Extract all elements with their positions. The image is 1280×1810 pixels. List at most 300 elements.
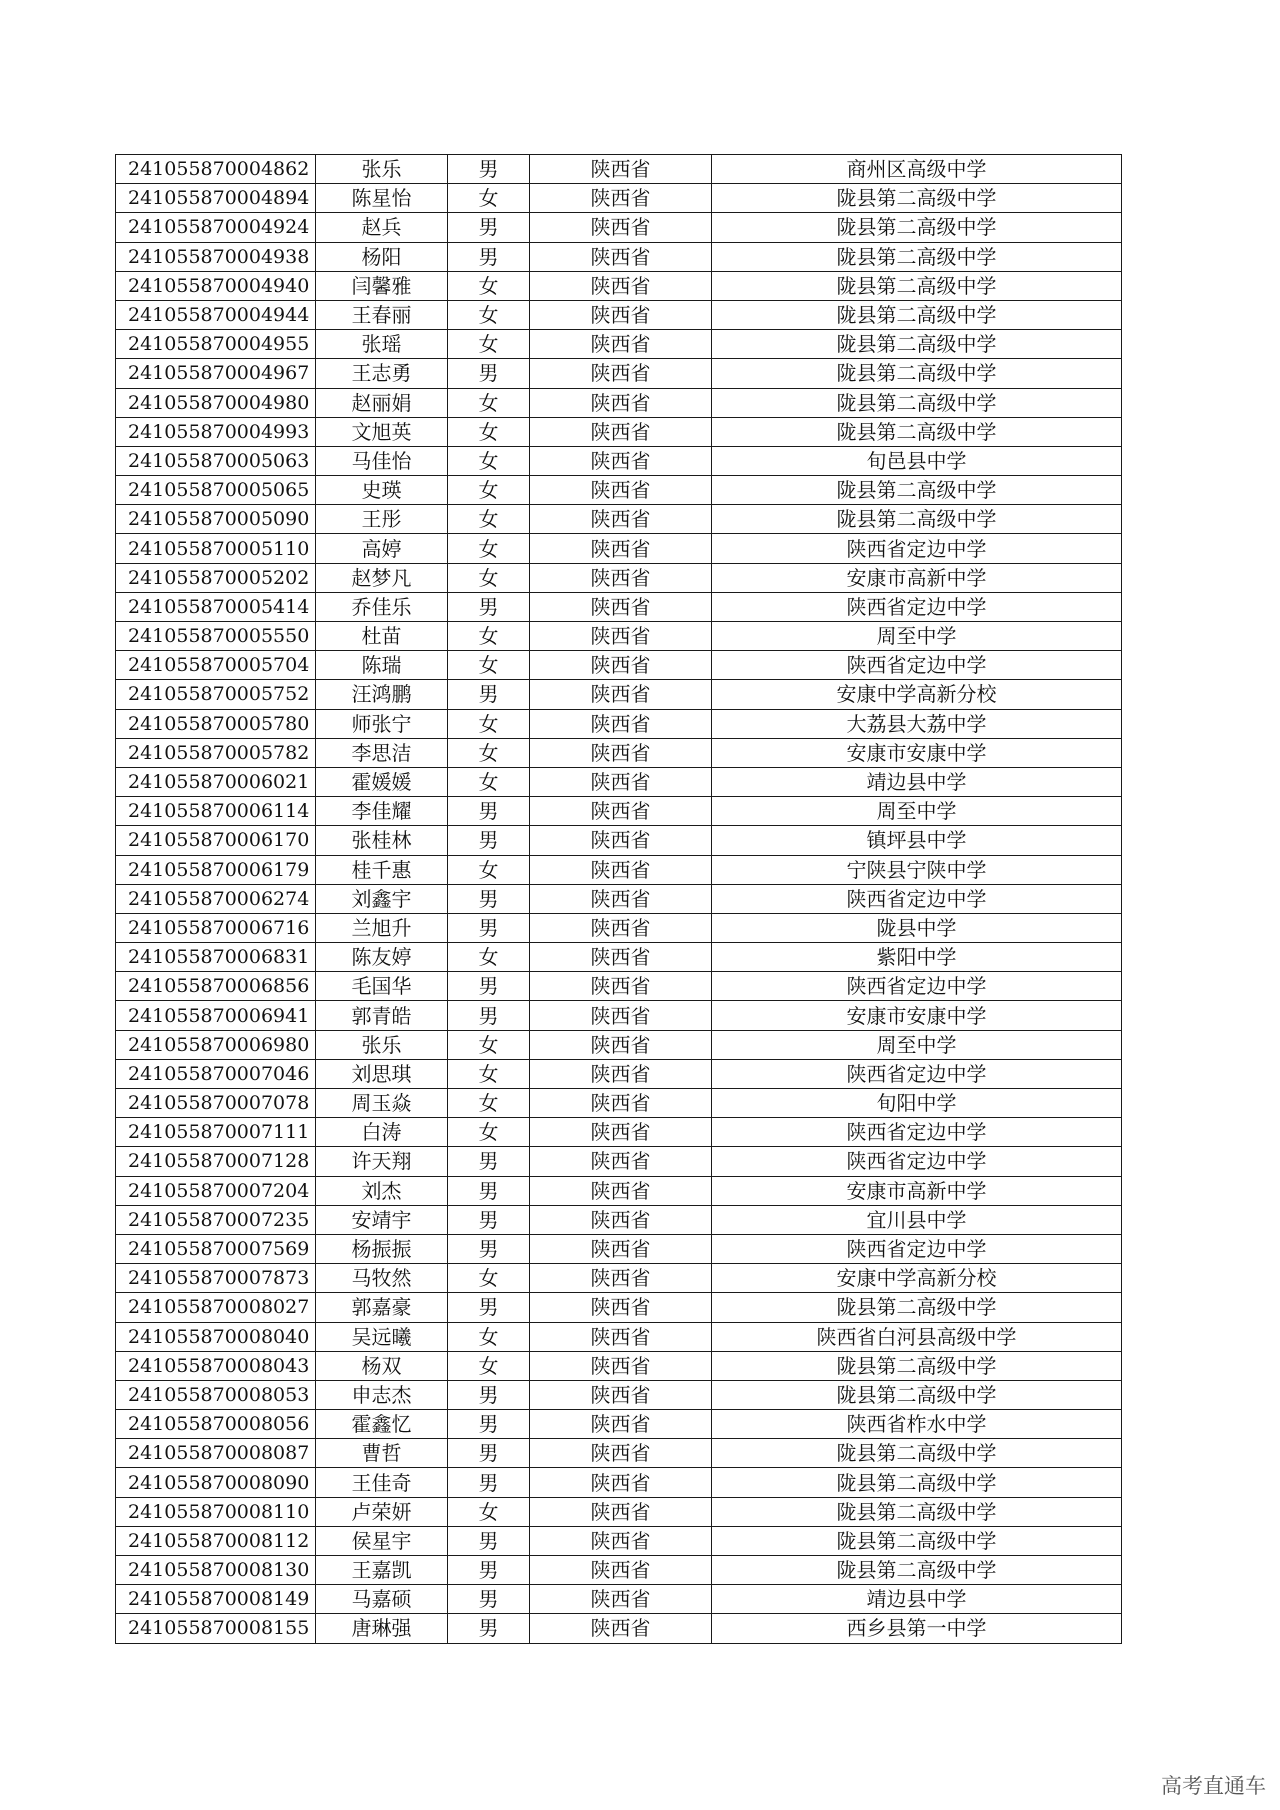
province-cell: 陕西省 [530,1614,712,1643]
province-cell: 陕西省 [530,709,712,738]
exam-id-cell: 241055870006274 [116,884,316,913]
province-cell: 陕西省 [530,184,712,213]
gender-cell: 女 [448,1497,530,1526]
province-cell: 陕西省 [530,155,712,184]
table-row [116,1118,1122,1147]
exam-id-cell: 241055870007046 [116,1059,316,1088]
school-cell: 旬邑县中学 [712,446,1122,475]
exam-id-cell: 241055870005063 [116,446,316,475]
gender-cell: 女 [448,563,530,592]
gender-cell: 男 [448,1176,530,1205]
exam-id-cell: 241055870004862 [116,155,316,184]
school-cell: 陇县第二高级中学 [712,1439,1122,1468]
exam-id-cell: 241055870008087 [116,1439,316,1468]
exam-id-cell: 241055870006170 [116,826,316,855]
province-cell: 陕西省 [530,1526,712,1555]
school-cell: 陇县第二高级中学 [712,213,1122,242]
exam-id-cell: 241055870008053 [116,1380,316,1409]
exam-id-cell: 241055870008130 [116,1556,316,1585]
table-row [116,446,1122,475]
table-row [116,1585,1122,1614]
name-cell: 王佳奇 [316,1468,448,1497]
school-cell: 旬阳中学 [712,1089,1122,1118]
school-cell: 安康市安康中学 [712,738,1122,767]
table-row [116,1030,1122,1059]
name-cell: 马嘉硕 [316,1585,448,1614]
name-cell: 兰旭升 [316,913,448,942]
school-cell: 陕西省定边中学 [712,1234,1122,1263]
province-cell: 陕西省 [530,1556,712,1585]
school-cell: 紫阳中学 [712,943,1122,972]
gender-cell: 女 [448,505,530,534]
province-cell: 陕西省 [530,1001,712,1030]
exam-id-cell: 241055870005704 [116,651,316,680]
exam-id-cell: 241055870008112 [116,1526,316,1555]
province-cell: 陕西省 [530,300,712,329]
province-cell: 陕西省 [530,1468,712,1497]
exam-id-cell: 241055870006831 [116,943,316,972]
name-cell: 安靖宇 [316,1205,448,1234]
name-cell: 刘鑫宇 [316,884,448,913]
school-cell: 陇县第二高级中学 [712,1556,1122,1585]
gender-cell: 男 [448,1614,530,1643]
school-cell: 陕西省定边中学 [712,1059,1122,1088]
table-row [116,680,1122,709]
school-cell: 陇县第二高级中学 [712,300,1122,329]
table-row [116,1497,1122,1526]
gender-cell: 男 [448,1439,530,1468]
table-row [116,155,1122,184]
name-cell: 陈友婷 [316,943,448,972]
school-cell: 陇县第二高级中学 [712,1380,1122,1409]
province-cell: 陕西省 [530,1205,712,1234]
gender-cell: 女 [448,1322,530,1351]
school-cell: 陇县第二高级中学 [712,359,1122,388]
gender-cell: 男 [448,1526,530,1555]
province-cell: 陕西省 [530,505,712,534]
gender-cell: 男 [448,1380,530,1409]
table-row [116,1410,1122,1439]
name-cell: 赵梦凡 [316,563,448,592]
name-cell: 郭青皓 [316,1001,448,1030]
school-cell: 陕西省柞水中学 [712,1410,1122,1439]
exam-id-cell: 241055870004924 [116,213,316,242]
name-cell: 陈星怡 [316,184,448,213]
school-cell: 安康市高新中学 [712,1176,1122,1205]
school-cell: 陕西省定边中学 [712,972,1122,1001]
name-cell: 卢荣妍 [316,1497,448,1526]
school-cell: 靖边县中学 [712,1585,1122,1614]
exam-id-cell: 241055870007235 [116,1205,316,1234]
gender-cell: 女 [448,1089,530,1118]
name-cell: 王彤 [316,505,448,534]
exam-id-cell: 241055870008027 [116,1293,316,1322]
school-cell: 商州区高级中学 [712,155,1122,184]
school-cell: 陇县第二高级中学 [712,1526,1122,1555]
table-row [116,417,1122,446]
name-cell: 霍媛媛 [316,767,448,796]
table-row [116,300,1122,329]
province-cell: 陕西省 [530,1410,712,1439]
province-cell: 陕西省 [530,826,712,855]
table-row [116,1322,1122,1351]
table-row [116,651,1122,680]
name-cell: 杨双 [316,1351,448,1380]
exam-id-cell: 241055870005065 [116,476,316,505]
province-cell: 陕西省 [530,1322,712,1351]
gender-cell: 男 [448,213,530,242]
province-cell: 陕西省 [530,972,712,1001]
exam-id-cell: 241055870006716 [116,913,316,942]
school-cell: 陇县第二高级中学 [712,476,1122,505]
school-cell: 陇县第二高级中学 [712,417,1122,446]
exam-id-cell: 241055870004967 [116,359,316,388]
table-row [116,1234,1122,1263]
gender-cell: 男 [448,592,530,621]
name-cell: 史瑛 [316,476,448,505]
school-cell: 宁陕县宁陕中学 [712,855,1122,884]
school-cell: 陕西省定边中学 [712,534,1122,563]
province-cell: 陕西省 [530,884,712,913]
gender-cell: 女 [448,1264,530,1293]
name-cell: 陈瑞 [316,651,448,680]
name-cell: 吴远曦 [316,1322,448,1351]
name-cell: 白涛 [316,1118,448,1147]
province-cell: 陕西省 [530,1497,712,1526]
school-cell: 陇县第二高级中学 [712,1351,1122,1380]
table-row [116,622,1122,651]
exam-id-cell: 241055870004894 [116,184,316,213]
watermark-text: 高考直通车 [1161,1774,1266,1798]
gender-cell: 女 [448,855,530,884]
table-row [116,767,1122,796]
school-cell: 陇县中学 [712,913,1122,942]
school-cell: 陇县第二高级中学 [712,1293,1122,1322]
province-cell: 陕西省 [530,797,712,826]
exam-id-cell: 241055870006980 [116,1030,316,1059]
name-cell: 唐琳强 [316,1614,448,1643]
table-row [116,330,1122,359]
table-row [116,1176,1122,1205]
province-cell: 陕西省 [530,1089,712,1118]
exam-id-cell: 241055870006941 [116,1001,316,1030]
province-cell: 陕西省 [530,1439,712,1468]
exam-id-cell: 241055870005780 [116,709,316,738]
table-row [116,1526,1122,1555]
exam-id-cell: 241055870007078 [116,1089,316,1118]
name-cell: 杨阳 [316,242,448,271]
exam-id-cell: 241055870005782 [116,738,316,767]
school-cell: 陇县第二高级中学 [712,388,1122,417]
school-cell: 周至中学 [712,1030,1122,1059]
gender-cell: 女 [448,1030,530,1059]
name-cell: 杨振振 [316,1234,448,1263]
table-row [116,1147,1122,1176]
province-cell: 陕西省 [530,767,712,796]
province-cell: 陕西省 [530,943,712,972]
school-cell: 陕西省定边中学 [712,651,1122,680]
gender-cell: 男 [448,1468,530,1497]
gender-cell: 男 [448,1410,530,1439]
exam-id-cell: 241055870008155 [116,1614,316,1643]
table-row [116,505,1122,534]
province-cell: 陕西省 [530,622,712,651]
exam-id-cell: 241055870007569 [116,1234,316,1263]
province-cell: 陕西省 [530,330,712,359]
gender-cell: 男 [448,155,530,184]
province-cell: 陕西省 [530,359,712,388]
name-cell: 赵兵 [316,213,448,242]
school-cell: 陇县第二高级中学 [712,1468,1122,1497]
gender-cell: 男 [448,1293,530,1322]
name-cell: 周玉焱 [316,1089,448,1118]
province-cell: 陕西省 [530,213,712,242]
province-cell: 陕西省 [530,1585,712,1614]
name-cell: 霍鑫忆 [316,1410,448,1439]
province-cell: 陕西省 [530,534,712,563]
table-row [116,476,1122,505]
exam-id-cell: 241055870007128 [116,1147,316,1176]
province-cell: 陕西省 [530,1147,712,1176]
province-cell: 陕西省 [530,855,712,884]
name-cell: 杜苗 [316,622,448,651]
name-cell: 师张宁 [316,709,448,738]
name-cell: 张桂林 [316,826,448,855]
province-cell: 陕西省 [530,1059,712,1088]
name-cell: 马佳怡 [316,446,448,475]
gender-cell: 女 [448,388,530,417]
province-cell: 陕西省 [530,446,712,475]
gender-cell: 女 [448,476,530,505]
gender-cell: 女 [448,417,530,446]
province-cell: 陕西省 [530,913,712,942]
gender-cell: 女 [448,184,530,213]
exam-id-cell: 241055870004980 [116,388,316,417]
exam-id-cell: 241055870005414 [116,592,316,621]
name-cell: 刘杰 [316,1176,448,1205]
name-cell: 汪鸿鹏 [316,680,448,709]
name-cell: 侯星宇 [316,1526,448,1555]
school-cell: 安康市高新中学 [712,563,1122,592]
table-row [116,213,1122,242]
exam-id-cell: 241055870008110 [116,1497,316,1526]
province-cell: 陕西省 [530,1234,712,1263]
name-cell: 郭嘉豪 [316,1293,448,1322]
table-row [116,1468,1122,1497]
gender-cell: 女 [448,709,530,738]
gender-cell: 男 [448,680,530,709]
name-cell: 马牧然 [316,1264,448,1293]
gender-cell: 男 [448,913,530,942]
province-cell: 陕西省 [530,1118,712,1147]
name-cell: 张乐 [316,155,448,184]
school-cell: 陇县第二高级中学 [712,271,1122,300]
exam-id-cell: 241055870007204 [116,1176,316,1205]
table-row [116,1380,1122,1409]
name-cell: 毛国华 [316,972,448,1001]
gender-cell: 女 [448,1059,530,1088]
province-cell: 陕西省 [530,680,712,709]
gender-cell: 男 [448,826,530,855]
gender-cell: 女 [448,534,530,563]
school-cell: 安康中学高新分校 [712,1264,1122,1293]
gender-cell: 女 [448,622,530,651]
table-row [116,184,1122,213]
province-cell: 陕西省 [530,271,712,300]
exam-id-cell: 241055870005550 [116,622,316,651]
exam-id-cell: 241055870005202 [116,563,316,592]
exam-id-cell: 241055870004993 [116,417,316,446]
roster-table-container [115,154,1122,1644]
table-row [116,826,1122,855]
table-row [116,1556,1122,1585]
gender-cell: 男 [448,884,530,913]
table-row [116,359,1122,388]
province-cell: 陕西省 [530,563,712,592]
province-cell: 陕西省 [530,738,712,767]
exam-id-cell: 241055870005752 [116,680,316,709]
table-row [116,972,1122,1001]
exam-id-cell: 241055870004944 [116,300,316,329]
table-row [116,1439,1122,1468]
school-cell: 镇坪县中学 [712,826,1122,855]
name-cell: 张瑶 [316,330,448,359]
name-cell: 申志杰 [316,1380,448,1409]
province-cell: 陕西省 [530,651,712,680]
school-cell: 周至中学 [712,797,1122,826]
exam-id-cell: 241055870007111 [116,1118,316,1147]
school-cell: 陇县第二高级中学 [712,242,1122,271]
gender-cell: 男 [448,242,530,271]
gender-cell: 女 [448,738,530,767]
exam-id-cell: 241055870006856 [116,972,316,1001]
exam-id-cell: 241055870006179 [116,855,316,884]
province-cell: 陕西省 [530,592,712,621]
school-cell: 安康市安康中学 [712,1001,1122,1030]
table-row [116,1089,1122,1118]
exam-id-cell: 241055870008090 [116,1468,316,1497]
gender-cell: 女 [448,767,530,796]
school-cell: 陇县第二高级中学 [712,330,1122,359]
exam-id-cell: 241055870007873 [116,1264,316,1293]
gender-cell: 女 [448,1118,530,1147]
table-row [116,592,1122,621]
gender-cell: 男 [448,1585,530,1614]
exam-id-cell: 241055870008056 [116,1410,316,1439]
table-row [116,563,1122,592]
table-row [116,709,1122,738]
school-cell: 陕西省定边中学 [712,1118,1122,1147]
province-cell: 陕西省 [530,242,712,271]
gender-cell: 男 [448,1147,530,1176]
roster-table-body [116,155,1122,1644]
gender-cell: 女 [448,943,530,972]
exam-id-cell: 241055870006114 [116,797,316,826]
province-cell: 陕西省 [530,1264,712,1293]
province-cell: 陕西省 [530,1293,712,1322]
school-cell: 西乡县第一中学 [712,1614,1122,1643]
student-roster-table [115,154,1122,1644]
table-row [116,797,1122,826]
exam-id-cell: 241055870008149 [116,1585,316,1614]
table-row [116,271,1122,300]
province-cell: 陕西省 [530,417,712,446]
school-cell: 靖边县中学 [712,767,1122,796]
table-row [116,943,1122,972]
name-cell: 赵丽娟 [316,388,448,417]
gender-cell: 男 [448,797,530,826]
name-cell: 闫馨雅 [316,271,448,300]
province-cell: 陕西省 [530,476,712,505]
province-cell: 陕西省 [530,1176,712,1205]
province-cell: 陕西省 [530,388,712,417]
name-cell: 文旭英 [316,417,448,446]
name-cell: 许天翔 [316,1147,448,1176]
name-cell: 李思洁 [316,738,448,767]
table-row [116,242,1122,271]
table-row [116,388,1122,417]
school-cell: 陇县第二高级中学 [712,505,1122,534]
exam-id-cell: 241055870008040 [116,1322,316,1351]
name-cell: 乔佳乐 [316,592,448,621]
province-cell: 陕西省 [530,1351,712,1380]
gender-cell: 男 [448,359,530,388]
school-cell: 安康中学高新分校 [712,680,1122,709]
gender-cell: 男 [448,1205,530,1234]
school-cell: 陕西省定边中学 [712,592,1122,621]
table-row [116,1293,1122,1322]
school-cell: 周至中学 [712,622,1122,651]
exam-id-cell: 241055870006021 [116,767,316,796]
gender-cell: 女 [448,446,530,475]
table-row [116,884,1122,913]
school-cell: 陇县第二高级中学 [712,184,1122,213]
gender-cell: 男 [448,1556,530,1585]
table-row [116,534,1122,563]
name-cell: 王春丽 [316,300,448,329]
gender-cell: 男 [448,1001,530,1030]
name-cell: 王嘉凯 [316,1556,448,1585]
exam-id-cell: 241055870004955 [116,330,316,359]
gender-cell: 男 [448,1234,530,1263]
exam-id-cell: 241055870008043 [116,1351,316,1380]
gender-cell: 女 [448,271,530,300]
table-row [116,1205,1122,1234]
name-cell: 李佳耀 [316,797,448,826]
table-row [116,1059,1122,1088]
school-cell: 大荔县大荔中学 [712,709,1122,738]
exam-id-cell: 241055870005110 [116,534,316,563]
gender-cell: 女 [448,651,530,680]
table-row [116,1351,1122,1380]
table-row [116,1264,1122,1293]
exam-id-cell: 241055870004938 [116,242,316,271]
table-row [116,855,1122,884]
name-cell: 高婷 [316,534,448,563]
gender-cell: 女 [448,1351,530,1380]
gender-cell: 女 [448,330,530,359]
name-cell: 刘思琪 [316,1059,448,1088]
table-row [116,913,1122,942]
gender-cell: 女 [448,300,530,329]
table-row [116,738,1122,767]
province-cell: 陕西省 [530,1380,712,1409]
name-cell: 王志勇 [316,359,448,388]
name-cell: 桂千惠 [316,855,448,884]
exam-id-cell: 241055870005090 [116,505,316,534]
name-cell: 张乐 [316,1030,448,1059]
name-cell: 曹哲 [316,1439,448,1468]
